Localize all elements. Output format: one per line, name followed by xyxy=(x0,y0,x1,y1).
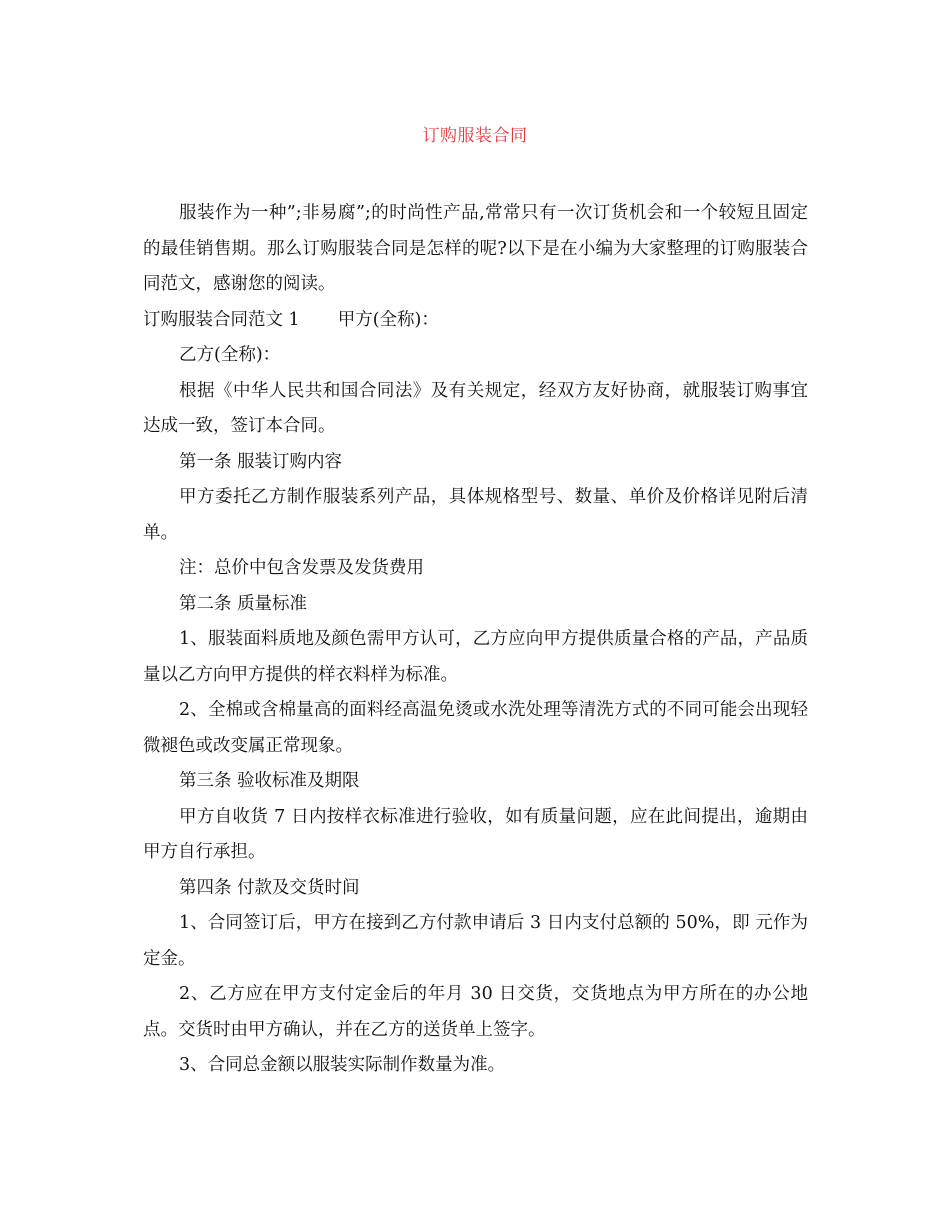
article-4-item-2: 2、乙方应在甲方支付定金后的年月 30 日交货，交货地点为甲方所在的办公地点。交货时由甲方确认，并在乙方的送货单上签字。 xyxy=(143,984,808,1040)
article-3-title: 第三条 验收标准及期限 xyxy=(179,771,360,791)
article-1-note: 注：总价中包含发票及发货费用 xyxy=(179,558,424,578)
article-2-title: 第二条 质量标准 xyxy=(179,593,308,614)
preamble-paragraph: 根据《中华人民共和国合同法》及有关规定，经双方友好协商，就服装订购事宜达成一致，签订本合同。 xyxy=(143,380,808,436)
party-b-label: 乙方(全称)： xyxy=(179,345,281,365)
document-body xyxy=(143,196,808,1084)
article-3-text: 甲方自收货 7 日内按样衣标准进行验收，如有质量问题，应在此间提出，逾期由甲方自行承担。 xyxy=(143,806,808,862)
article-4-item-1: 1、合同签订后，甲方在接到乙方付款申请后 3 日内支付总额的 50%，即 元作为定金。 xyxy=(143,913,808,969)
article-1-text: 甲方委托乙方制作服装系列产品，具体规格型号、数量、单价及价格详见附后清单。 xyxy=(143,487,808,543)
article-2-item-1: 1、服装面料质地及颜色需甲方认可，乙方应向甲方提供质量合格的产品，产品质量以乙方向甲方提供的样衣料样为标准。 xyxy=(143,629,808,685)
article-1-title: 第一条 服装订购内容 xyxy=(179,451,343,472)
article-2-item-2: 2、全棉或含棉量高的面料经高温免烫或水洗处理等清洗方式的不同可能会出现轻微褪色或改变属正常现象。 xyxy=(143,700,808,756)
article-4-title: 第四条 付款及交货时间 xyxy=(179,877,360,898)
intro-paragraph: 服装作为一种”;非易腐”;的时尚性产品,常常只有一次订货机会和一个较短且固定的最佳销售期。那么订购服装合同是怎样的呢?以下是在小编为大家整理的订购服装合同范文，感谢您的阅读。 xyxy=(143,203,808,294)
article-4-item-3: 3、合同总金额以服装实际制作数量为准。 xyxy=(179,1055,506,1075)
party-a-label: 甲方(全称)： xyxy=(337,309,439,330)
sample-heading: 订购服装合同范文 1 xyxy=(143,309,300,330)
sample-heading-line xyxy=(143,303,808,339)
document-title: 订购服装合同 xyxy=(422,126,528,146)
